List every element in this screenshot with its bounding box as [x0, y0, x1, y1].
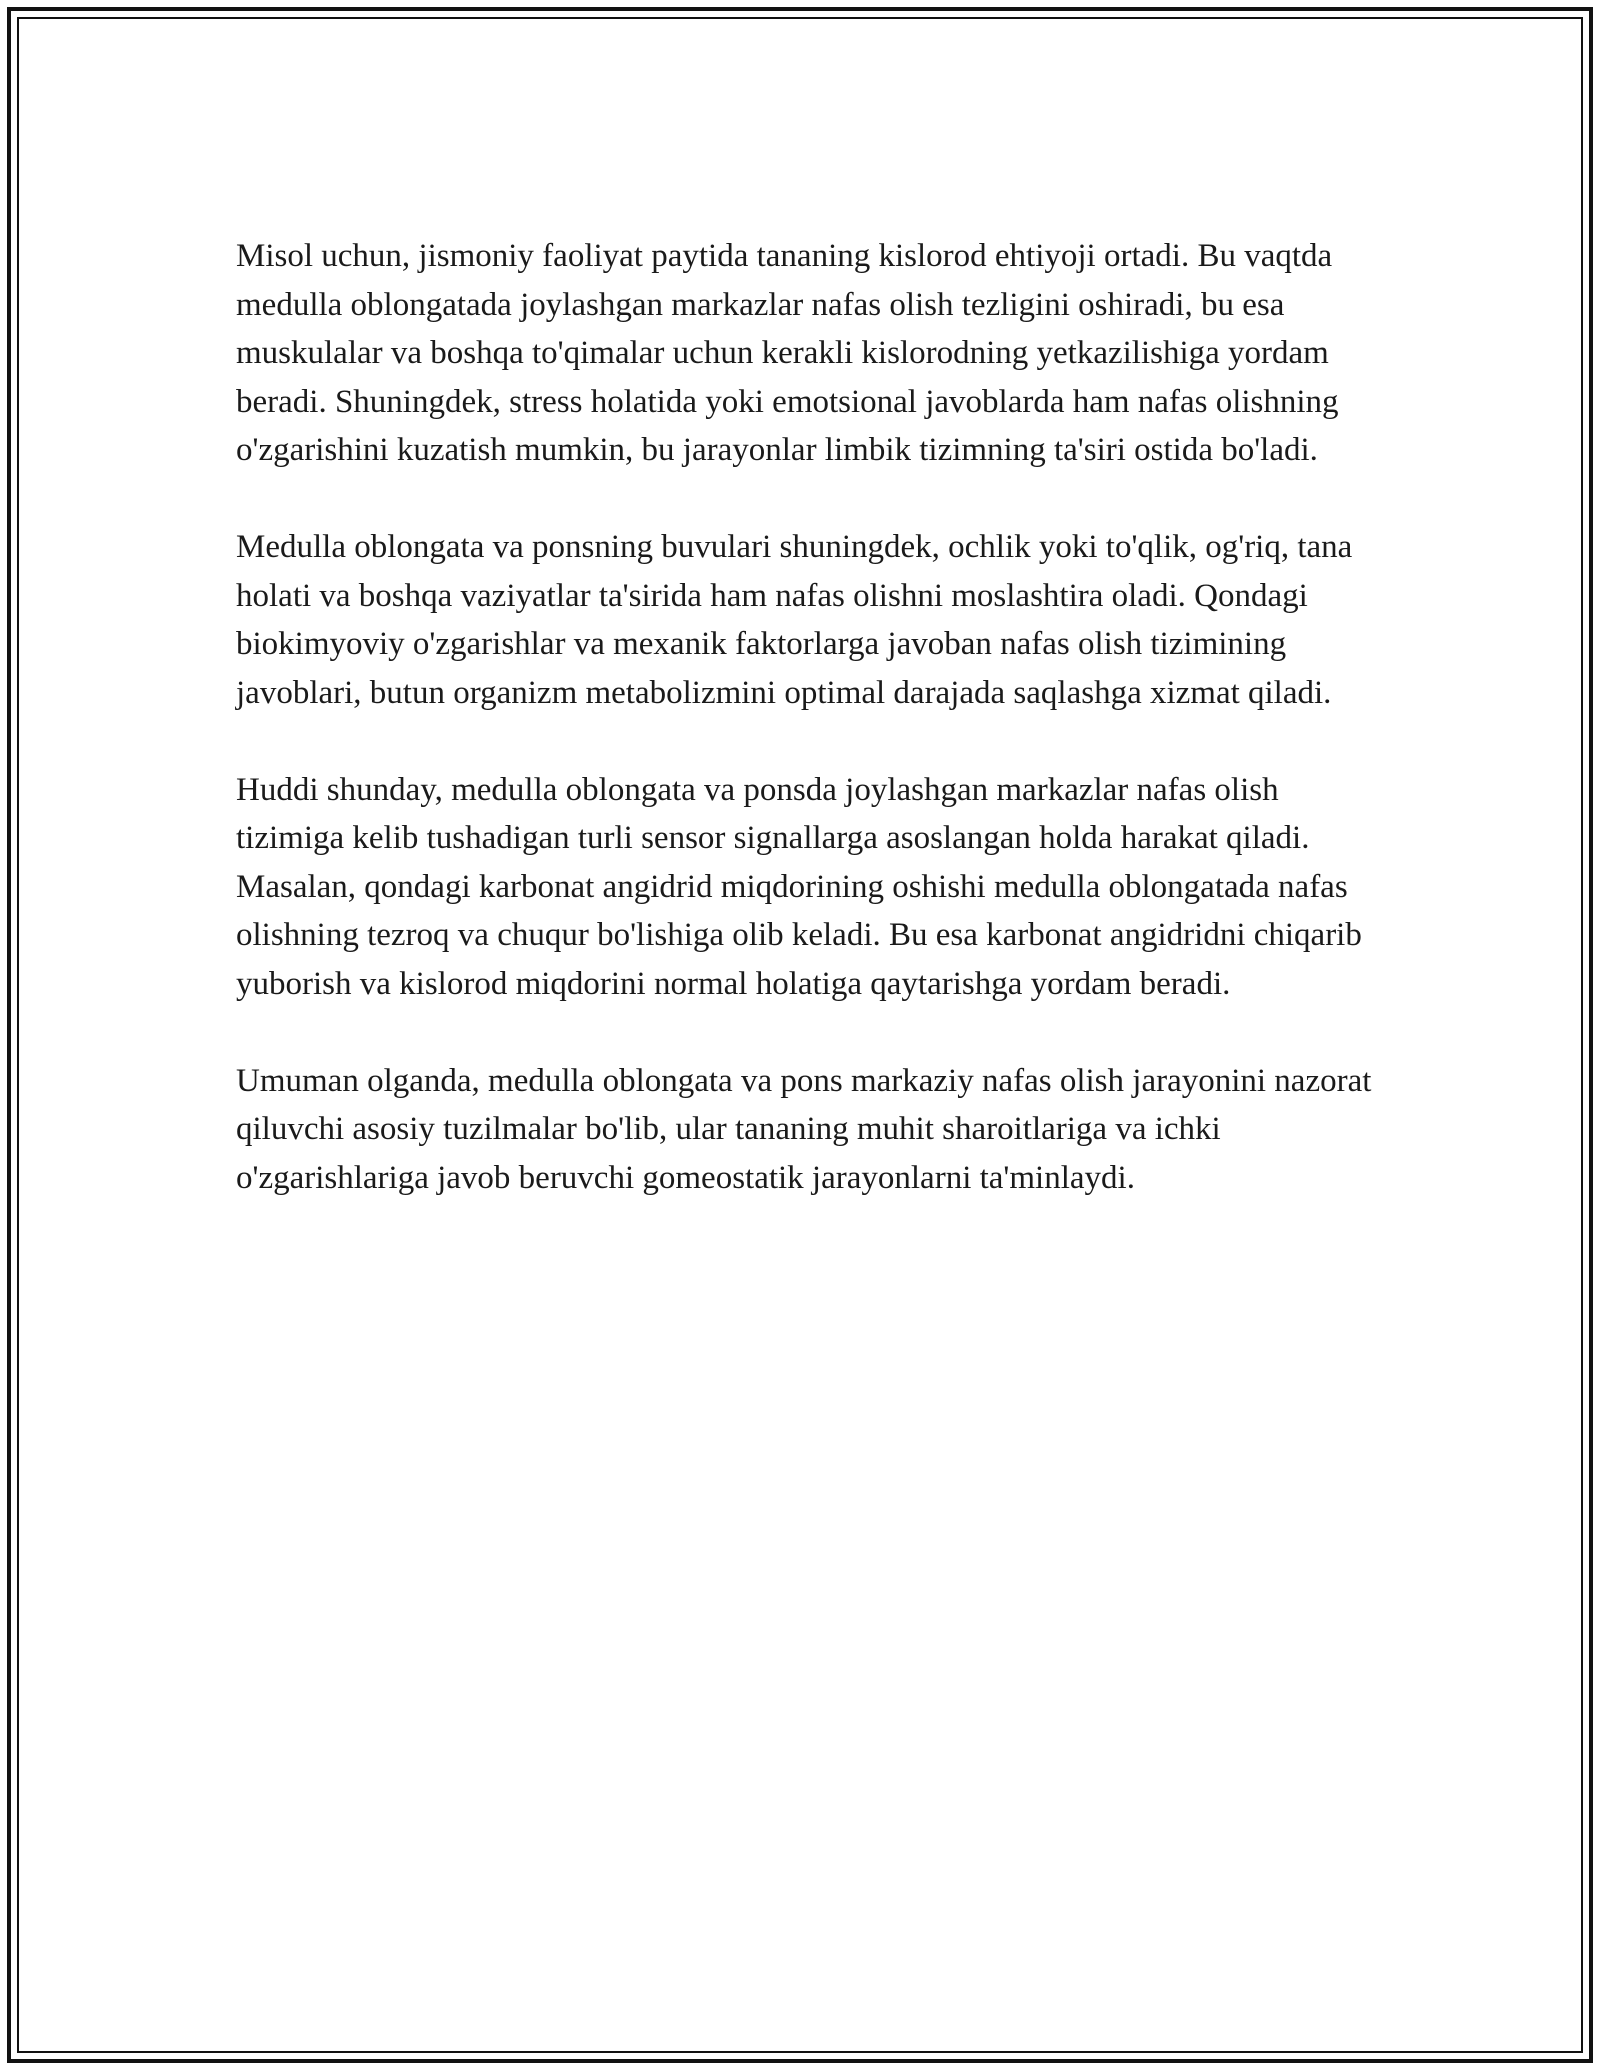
- paragraph-1: Misol uchun, jismoniy faoliyat paytida tananing kislorod ehtiyoji ortadi. Bu vaqtda medulla oblongatada joylashgan markazlar nafas olish tezligini oshiradi, bu esa muskulalar va boshqa to'qimalar uchun kerakli kislorodning yetkazilishiga yordam beradi. Shuningdek, stress holatida yoki emotsional javoblarda ham nafas olishning o'zgarishini kuzatish mumkin, bu jarayonlar limbik tizimning ta'siri ostida bo'ladi.: [236, 238, 1339, 468]
- paragraph-2: Medulla oblongata va ponsning buvulari shuningdek, ochlik yoki to'qlik, og'riq, tana holati va boshqa vaziyatlar ta'sirida ham nafas olishni moslashtira oladi. Qondagi biokimyoviy o'zgarishlar va mexanik faktorlarga javoban nafas olish tizimining javoblari, butun organizm metabolizmini optimal darajada saqlashga xizmat qiladi.: [236, 529, 1353, 711]
- document-body: [236, 232, 1376, 1202]
- paragraph-4: Umuman olganda, medulla oblongata va pons markaziy nafas olish jarayonini nazorat qiluvchi asosiy tuzilmalar bo'lib, ular tananing muhit sharoitlariga va ichki o'zgarishlariga javob beruvchi gomeostatik jarayonlarni ta'minlaydi.: [236, 1062, 1372, 1196]
- paragraph-3: Huddi shunday, medulla oblongata va ponsda joylashgan markazlar nafas olish tizimiga kelib tushadigan turli sensor signallarga asoslangan holda harakat qiladi. Masalan, qondagi karbonat angidrid miqdorining oshishi medulla oblongatada nafas olishning tezroq va chuqur bo'lishiga olib keladi. Bu esa karbonat angidridni chiqarib yuborish va kislorod miqdorini normal holatiga qaytarishga yordam beradi.: [236, 771, 1362, 1002]
